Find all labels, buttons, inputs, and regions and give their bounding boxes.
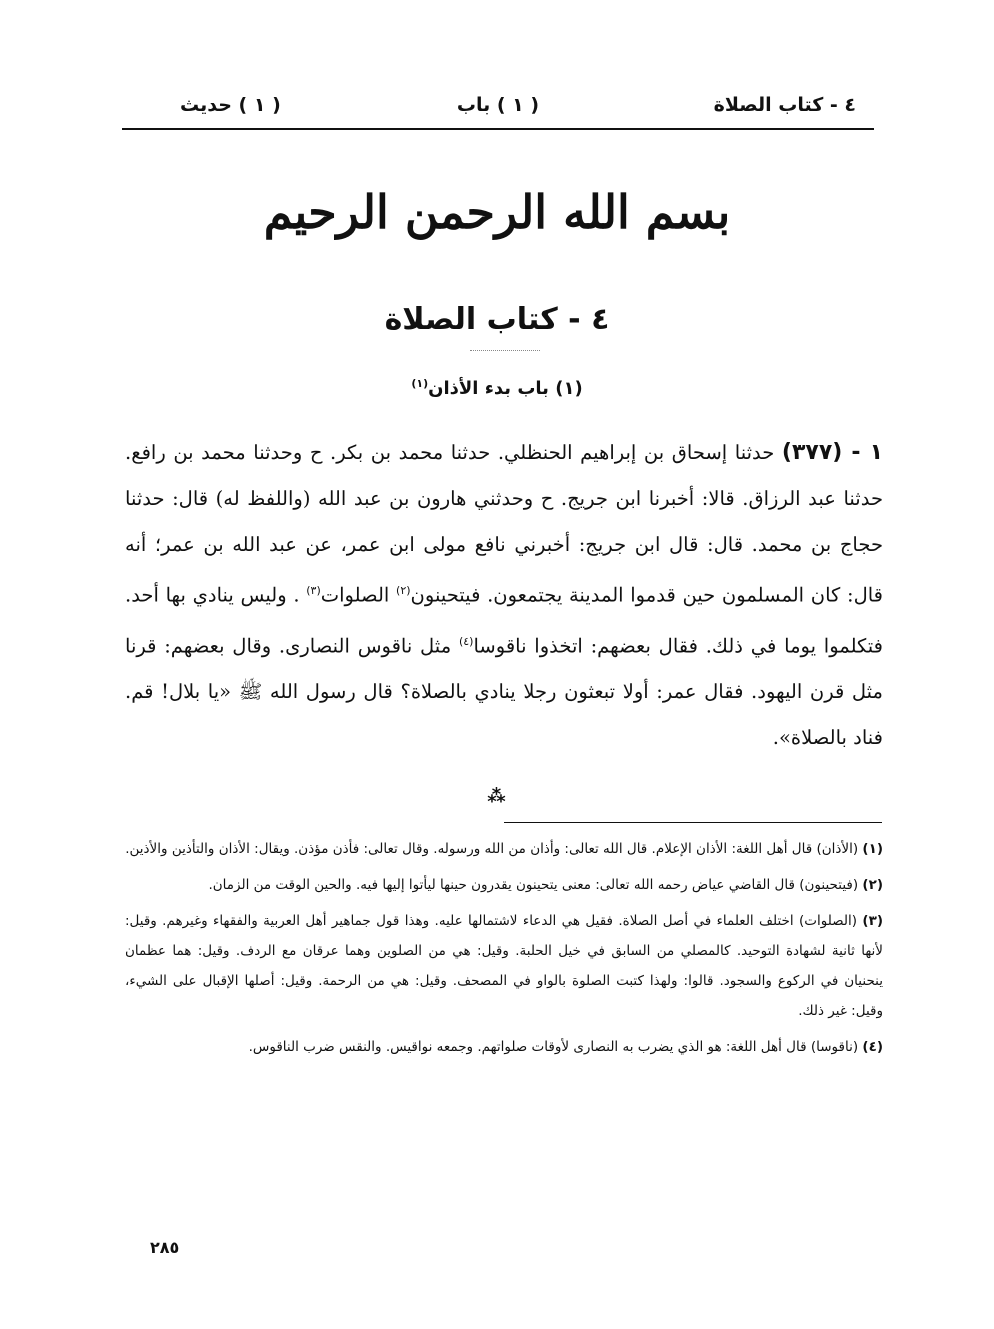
hadith-segment-1: حدثنا إسحاق بن إبراهيم الحنظلي. حدثنا محمد بن بكر. ح وحدثنا محمد بن رافع. حدثنا عبد الرزاق. قالا: أخبرنا ابن جريج. ح وحدثني هارون بن عبد الله (واللفظ له) قال: حدثنا حجاج بن محمد. قال: قال ابن جريج: أخبرني نافع مولى ابن عمر، عن عبد الله بن عمر؛ أنه قال: كان المسلمون حين قدموا المدينة يجتمعون. فيتحينون: [125, 441, 884, 607]
chapter-title: (١) باب بدء الأذان: [428, 378, 583, 399]
hadith-segment-2: الصلوات: [320, 583, 390, 607]
title-divider: [470, 350, 540, 351]
footnote-label: (١): [862, 841, 883, 857]
footnote-text: (الأذان) قال أهل اللغة: الأذان الإعلام. قال الله تعالى: وأذان من الله ورسوله. وقال تعالى: فأذن مؤذن. ويقال: الأذان والتأذين والأذين.: [125, 841, 859, 857]
page-number: ٢٨٥: [150, 1238, 180, 1257]
footnote-label: (٢): [862, 877, 883, 893]
basmala-calligraphy: بسم الله الرحمن الرحيم: [263, 185, 731, 239]
footnote-4: [125, 1032, 883, 1062]
running-header: [122, 90, 874, 130]
header-book-title: ٤ - كتاب الصلاة: [713, 94, 856, 116]
footnote-2: [125, 870, 883, 900]
footnote-1: [125, 834, 883, 864]
footnote-text: (الصلوات) اختلف العلماء في أصل الصلاة. فقيل هي الدعاء لاشتمالها عليه. وهذا قول جماهير أهل العربية والفقهاء وغيرهم. وقيل: لأنها ثانية لشهادة التوحيد. كالمصلي من السابق في خيل الحلبة. وقيل: هي من الصلوين وهما عرقان مع الردف. وقيل: هما عظمان ينحنيان في الركوع والسجود. قالوا: ولهذا كتبت الصلوة بالواو في المصحف. وقيل: هي من الرحمة. وقيل: أصلها الإقبال على الشيء، وقيل: غير ذلك.: [125, 913, 883, 1019]
footnote-3: [125, 906, 883, 1026]
header-hadith-number: ( ١ ) حديث: [180, 94, 281, 116]
footnote-ref-3: (٣): [306, 584, 321, 597]
chapter-footnote-ref: (١): [411, 377, 429, 390]
footnote-text: (ناقوسا) قال أهل اللغة: هو الذي يضرب به النصارى لأوقات صلواتهم. وجمعه نواقيس. والنقس ضرب الناقوس.: [248, 1039, 859, 1055]
footnote-ref-2: (٢): [396, 584, 411, 597]
section-asterism: ⁂: [487, 786, 507, 807]
hadith-segment-3: . وليس ينادي بها أحد. فتكلموا يوما في ذلك. فقال بعضهم: اتخذوا ناقوسا: [125, 583, 884, 657]
footnote-ref-4: (٤): [458, 634, 474, 648]
footnote-label: (٤): [862, 1039, 883, 1055]
book-title: ٤ - كتاب الصلاة: [384, 302, 610, 337]
header-chapter-number: ( ١ ) باب: [456, 94, 540, 116]
chapter-heading: [0, 370, 994, 403]
hadith-segment-4: مثل ناقوس النصارى. وقال بعضهم: قرنا مثل قرن اليهود. فقال عمر: أولا تبعثون رجلا ينادي بالصلاة؟ قال رسول الله ﷺ «يا بلال! قم. فناد بالصلاة».: [125, 634, 883, 749]
hadith-text: [125, 430, 883, 761]
hadith-number: ١ - (٣٧٧): [781, 440, 883, 465]
footnotes: [125, 834, 883, 1068]
footnote-divider: [504, 822, 882, 823]
footnote-label: (٣): [862, 913, 883, 929]
footnote-text: (فيتحينون) قال القاضي عياض رحمه الله تعالى: معنى يتحينون يقدرون حينها ليأتوا إليها فيه. والحين الوقت من الزمان.: [208, 877, 859, 893]
